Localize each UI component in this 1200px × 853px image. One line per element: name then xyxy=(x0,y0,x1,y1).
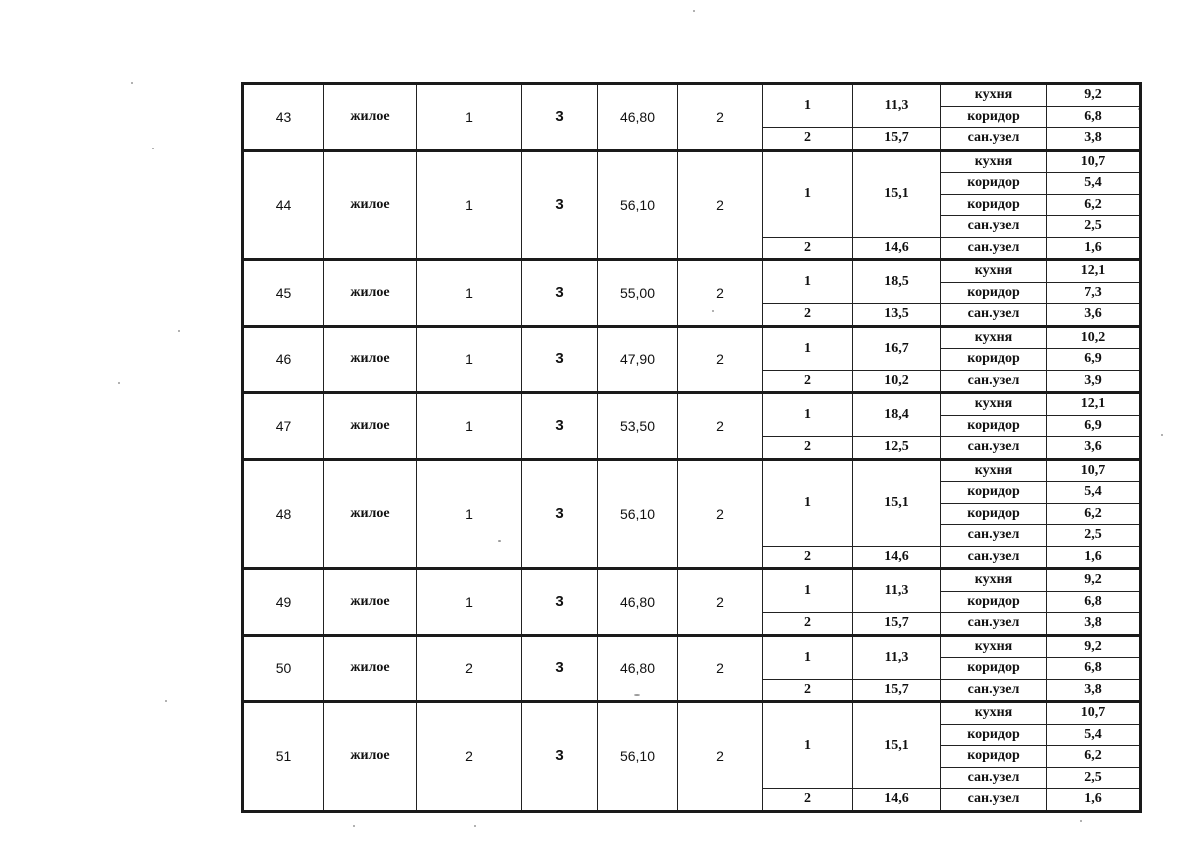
scan-speck xyxy=(118,382,120,384)
room-area: 14,6 xyxy=(853,237,941,260)
table-row xyxy=(243,459,1141,482)
auxiliary-room-name: коридор xyxy=(941,173,1047,195)
total-area: 46,80 xyxy=(598,569,678,636)
auxiliary-room-area: 6,8 xyxy=(1047,658,1141,680)
apartment-number: 45 xyxy=(243,260,324,327)
auxiliary-room-area: 1,6 xyxy=(1047,789,1141,812)
table-row xyxy=(243,569,1141,592)
premises-type: жилое xyxy=(324,635,417,702)
floor-value: 1 xyxy=(417,150,522,260)
total-area: 56,10 xyxy=(598,459,678,569)
room-area: 11,3 xyxy=(853,635,941,679)
auxiliary-room-name: сан.узел xyxy=(941,613,1047,636)
auxiliary-room-area: 10,7 xyxy=(1047,459,1141,482)
room-area: 13,5 xyxy=(853,304,941,327)
column-six-value: 2 xyxy=(678,459,763,569)
auxiliary-room-name: сан.узел xyxy=(941,525,1047,547)
room-index: 1 xyxy=(763,635,853,679)
total-area: 53,50 xyxy=(598,393,678,460)
auxiliary-room-name: коридор xyxy=(941,349,1047,371)
auxiliary-room-name: сан.узел xyxy=(941,237,1047,260)
auxiliary-room-name: сан.узел xyxy=(941,370,1047,393)
auxiliary-room-name: сан.узел xyxy=(941,679,1047,702)
room-area: 16,7 xyxy=(853,326,941,370)
room-index: 1 xyxy=(763,150,853,237)
auxiliary-room-area: 3,8 xyxy=(1047,613,1141,636)
auxiliary-room-area: 3,9 xyxy=(1047,370,1141,393)
auxiliary-room-area: 3,6 xyxy=(1047,304,1141,327)
auxiliary-room-name: коридор xyxy=(941,106,1047,128)
room-index: 1 xyxy=(763,702,853,789)
scan-speck xyxy=(353,825,355,827)
column-six-value: 2 xyxy=(678,150,763,260)
auxiliary-room-name: коридор xyxy=(941,194,1047,216)
auxiliary-room-area: 6,9 xyxy=(1047,349,1141,371)
auxiliary-room-name: кухня xyxy=(941,326,1047,349)
apartment-number: 46 xyxy=(243,326,324,393)
auxiliary-room-name: кухня xyxy=(941,569,1047,592)
auxiliary-room-name: коридор xyxy=(941,282,1047,304)
floor-value: 2 xyxy=(417,635,522,702)
auxiliary-room-name: коридор xyxy=(941,724,1047,746)
auxiliary-room-area: 2,5 xyxy=(1047,216,1141,238)
room-index: 1 xyxy=(763,569,853,613)
premises-type: жилое xyxy=(324,569,417,636)
auxiliary-room-area: 3,6 xyxy=(1047,437,1141,460)
room-index: 1 xyxy=(763,459,853,546)
room-index: 1 xyxy=(763,393,853,437)
auxiliary-room-area: 2,5 xyxy=(1047,525,1141,547)
auxiliary-room-area: 7,3 xyxy=(1047,282,1141,304)
auxiliary-room-area: 9,2 xyxy=(1047,84,1141,107)
apartment-number: 48 xyxy=(243,459,324,569)
room-index: 1 xyxy=(763,260,853,304)
auxiliary-room-area: 6,2 xyxy=(1047,746,1141,768)
room-index: 2 xyxy=(763,237,853,260)
column-six-value: 2 xyxy=(678,702,763,812)
floor-value: 1 xyxy=(417,326,522,393)
total-area: 46,80 xyxy=(598,84,678,151)
auxiliary-room-area: 6,8 xyxy=(1047,106,1141,128)
auxiliary-room-name: сан.узел xyxy=(941,789,1047,812)
auxiliary-room-name: кухня xyxy=(941,702,1047,725)
room-count: 3 xyxy=(522,635,598,702)
auxiliary-room-area: 10,2 xyxy=(1047,326,1141,349)
apartment-number: 50 xyxy=(243,635,324,702)
auxiliary-room-area: 9,2 xyxy=(1047,635,1141,658)
apartment-table xyxy=(241,82,1142,813)
apartment-table-body xyxy=(243,84,1141,812)
auxiliary-room-name: сан.узел xyxy=(941,767,1047,789)
room-count: 3 xyxy=(522,84,598,151)
auxiliary-room-name: коридор xyxy=(941,503,1047,525)
room-index: 2 xyxy=(763,437,853,460)
auxiliary-room-name: сан.узел xyxy=(941,437,1047,460)
auxiliary-room-name: сан.узел xyxy=(941,216,1047,238)
column-six-value: 2 xyxy=(678,260,763,327)
floor-value: 2 xyxy=(417,702,522,812)
table-row xyxy=(243,84,1141,107)
auxiliary-room-area: 2,5 xyxy=(1047,767,1141,789)
auxiliary-room-area: 6,2 xyxy=(1047,194,1141,216)
apartment-number: 47 xyxy=(243,393,324,460)
room-index: 1 xyxy=(763,84,853,128)
auxiliary-room-name: коридор xyxy=(941,482,1047,504)
scan-speck xyxy=(693,10,695,12)
scan-speck xyxy=(165,700,167,702)
apartment-number: 51 xyxy=(243,702,324,812)
room-index: 2 xyxy=(763,370,853,393)
scan-speck xyxy=(1080,820,1082,822)
auxiliary-room-area: 12,1 xyxy=(1047,260,1141,283)
room-index: 2 xyxy=(763,304,853,327)
room-count: 3 xyxy=(522,459,598,569)
column-six-value: 2 xyxy=(678,569,763,636)
auxiliary-room-area: 1,6 xyxy=(1047,237,1141,260)
floor-value: 1 xyxy=(417,393,522,460)
room-index: 2 xyxy=(763,546,853,569)
column-six-value: 2 xyxy=(678,393,763,460)
floor-value: 1 xyxy=(417,459,522,569)
total-area: 55,00 xyxy=(598,260,678,327)
room-area: 15,7 xyxy=(853,128,941,151)
room-area: 10,2 xyxy=(853,370,941,393)
auxiliary-room-area: 5,4 xyxy=(1047,173,1141,195)
auxiliary-room-name: сан.узел xyxy=(941,546,1047,569)
table-row xyxy=(243,702,1141,725)
column-six-value: 2 xyxy=(678,635,763,702)
premises-type: жилое xyxy=(324,84,417,151)
room-area: 11,3 xyxy=(853,569,941,613)
floor-value: 1 xyxy=(417,260,522,327)
room-area: 15,1 xyxy=(853,459,941,546)
room-area: 15,1 xyxy=(853,150,941,237)
auxiliary-room-area: 9,2 xyxy=(1047,569,1141,592)
apartment-number: 43 xyxy=(243,84,324,151)
room-count: 3 xyxy=(522,702,598,812)
auxiliary-room-name: кухня xyxy=(941,635,1047,658)
room-area: 15,7 xyxy=(853,613,941,636)
room-index: 2 xyxy=(763,613,853,636)
auxiliary-room-area: 6,2 xyxy=(1047,503,1141,525)
total-area: 47,90 xyxy=(598,326,678,393)
premises-type: жилое xyxy=(324,260,417,327)
column-six-value: 2 xyxy=(678,326,763,393)
auxiliary-room-name: коридор xyxy=(941,746,1047,768)
floor-value: 1 xyxy=(417,569,522,636)
room-area: 14,6 xyxy=(853,546,941,569)
premises-type: жилое xyxy=(324,702,417,812)
auxiliary-room-area: 10,7 xyxy=(1047,150,1141,173)
auxiliary-room-area: 10,7 xyxy=(1047,702,1141,725)
table-row xyxy=(243,635,1141,658)
auxiliary-room-area: 5,4 xyxy=(1047,724,1141,746)
auxiliary-room-name: кухня xyxy=(941,260,1047,283)
room-index: 2 xyxy=(763,679,853,702)
auxiliary-room-area: 3,8 xyxy=(1047,128,1141,151)
scan-speck xyxy=(474,825,476,827)
table-row xyxy=(243,260,1141,283)
column-six-value: 2 xyxy=(678,84,763,151)
room-area: 15,1 xyxy=(853,702,941,789)
premises-type: жилое xyxy=(324,326,417,393)
room-index: 2 xyxy=(763,789,853,812)
auxiliary-room-name: кухня xyxy=(941,393,1047,416)
auxiliary-room-name: сан.узел xyxy=(941,128,1047,151)
room-area: 18,4 xyxy=(853,393,941,437)
room-count: 3 xyxy=(522,326,598,393)
auxiliary-room-name: сан.узел xyxy=(941,304,1047,327)
room-index: 1 xyxy=(763,326,853,370)
auxiliary-room-area: 5,4 xyxy=(1047,482,1141,504)
auxiliary-room-name: кухня xyxy=(941,150,1047,173)
table-row xyxy=(243,393,1141,416)
scan-speck xyxy=(178,330,180,332)
premises-type: жилое xyxy=(324,150,417,260)
total-area: 46,80 xyxy=(598,635,678,702)
auxiliary-room-name: коридор xyxy=(941,591,1047,613)
floor-value: 1 xyxy=(417,84,522,151)
auxiliary-room-area: 1,6 xyxy=(1047,546,1141,569)
scan-speck xyxy=(152,148,154,149)
auxiliary-room-area: 6,9 xyxy=(1047,415,1141,437)
table-row xyxy=(243,150,1141,173)
auxiliary-room-area: 12,1 xyxy=(1047,393,1141,416)
room-count: 3 xyxy=(522,393,598,460)
auxiliary-room-name: коридор xyxy=(941,658,1047,680)
auxiliary-room-name: коридор xyxy=(941,415,1047,437)
room-count: 3 xyxy=(522,150,598,260)
room-index: 2 xyxy=(763,128,853,151)
auxiliary-room-area: 3,8 xyxy=(1047,679,1141,702)
scan-speck xyxy=(131,82,133,84)
scan-speck xyxy=(1161,434,1163,436)
auxiliary-room-name: кухня xyxy=(941,84,1047,107)
room-area: 12,5 xyxy=(853,437,941,460)
room-count: 3 xyxy=(522,569,598,636)
apartment-number: 44 xyxy=(243,150,324,260)
total-area: 56,10 xyxy=(598,702,678,812)
premises-type: жилое xyxy=(324,393,417,460)
apartment-number: 49 xyxy=(243,569,324,636)
room-area: 18,5 xyxy=(853,260,941,304)
room-area: 15,7 xyxy=(853,679,941,702)
table-row xyxy=(243,326,1141,349)
room-area: 14,6 xyxy=(853,789,941,812)
auxiliary-room-area: 6,8 xyxy=(1047,591,1141,613)
auxiliary-room-name: кухня xyxy=(941,459,1047,482)
total-area: 56,10 xyxy=(598,150,678,260)
room-area: 11,3 xyxy=(853,84,941,128)
room-count: 3 xyxy=(522,260,598,327)
premises-type: жилое xyxy=(324,459,417,569)
